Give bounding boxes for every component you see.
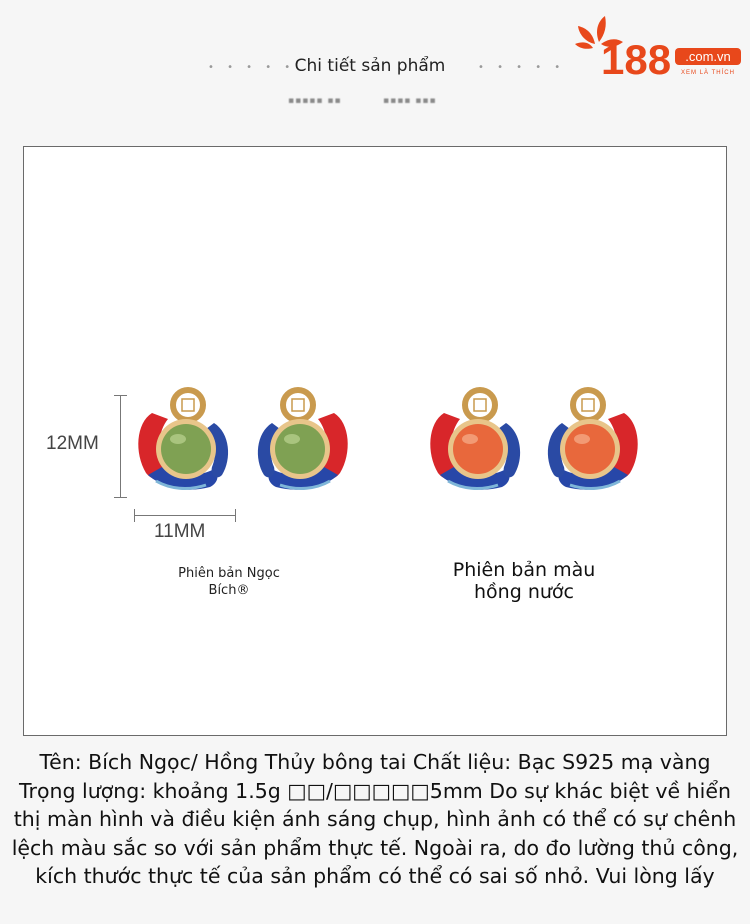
width-dimension-line bbox=[134, 515, 236, 516]
earring-pink-left bbox=[426, 383, 536, 501]
width-dimension-label: 11MM bbox=[154, 521, 206, 542]
height-dimension-line bbox=[120, 395, 121, 497]
variant-caption-jade-line1: Phiên bản Ngọc bbox=[178, 566, 280, 581]
variant-caption-pink bbox=[424, 559, 624, 603]
header-dots-left: • • • • • bbox=[208, 62, 296, 73]
logo-number: 188 bbox=[601, 36, 672, 80]
section-title: Chi tiết sản phẩm bbox=[294, 56, 446, 76]
earring-pink-right bbox=[532, 383, 642, 501]
logo-domain: .com.vn bbox=[685, 49, 731, 64]
product-image-panel bbox=[23, 146, 727, 736]
variant-caption-pink-line1: Phiên bản màu bbox=[452, 559, 596, 581]
width-dimension-left-tick bbox=[134, 509, 135, 522]
logo-tagline: XEM LÀ THÍCH bbox=[681, 70, 735, 76]
height-dimension-top-tick bbox=[114, 395, 127, 396]
product-description: Tên: Bích Ngọc/ Hồng Thủy bông tai Chất liệu: Bạc S925 mạ vàng Trọng lượng: khoảng 1.5g □□/□□□□□5mm Do sự khác biệt về hiển thị màn hình và điều kiện ánh sáng chụp, hình ảnh có thể có sự chênh lệch màu sắc so với sản phẩm thực tế. Ngoài ra, do đo lường thủ công, kích thước thực tế của sản phẩm có thể có sai số nhỏ. Vui lòng lấy bbox=[11, 750, 739, 888]
section-header bbox=[0, 0, 750, 120]
header-subtitle-left: ▪▪▪▪▪ ▪▪ bbox=[288, 96, 342, 106]
header-subtitle-right: ▪▪▪▪ ▪▪▪ bbox=[383, 96, 437, 106]
width-dimension-right-tick bbox=[235, 509, 236, 522]
height-dimension-bottom-tick bbox=[114, 497, 127, 498]
variant-caption-pink-line2: hồng nước bbox=[474, 581, 574, 603]
variant-caption-jade bbox=[164, 565, 294, 599]
earring-jade-left bbox=[134, 383, 244, 501]
variant-caption-jade-line2: Bích® bbox=[208, 583, 250, 598]
header-dots-right: • • • • • bbox=[478, 62, 566, 73]
height-dimension-label: 12MM bbox=[46, 433, 99, 454]
brand-logo[interactable] bbox=[575, 14, 745, 80]
earring-jade-right bbox=[242, 383, 352, 501]
